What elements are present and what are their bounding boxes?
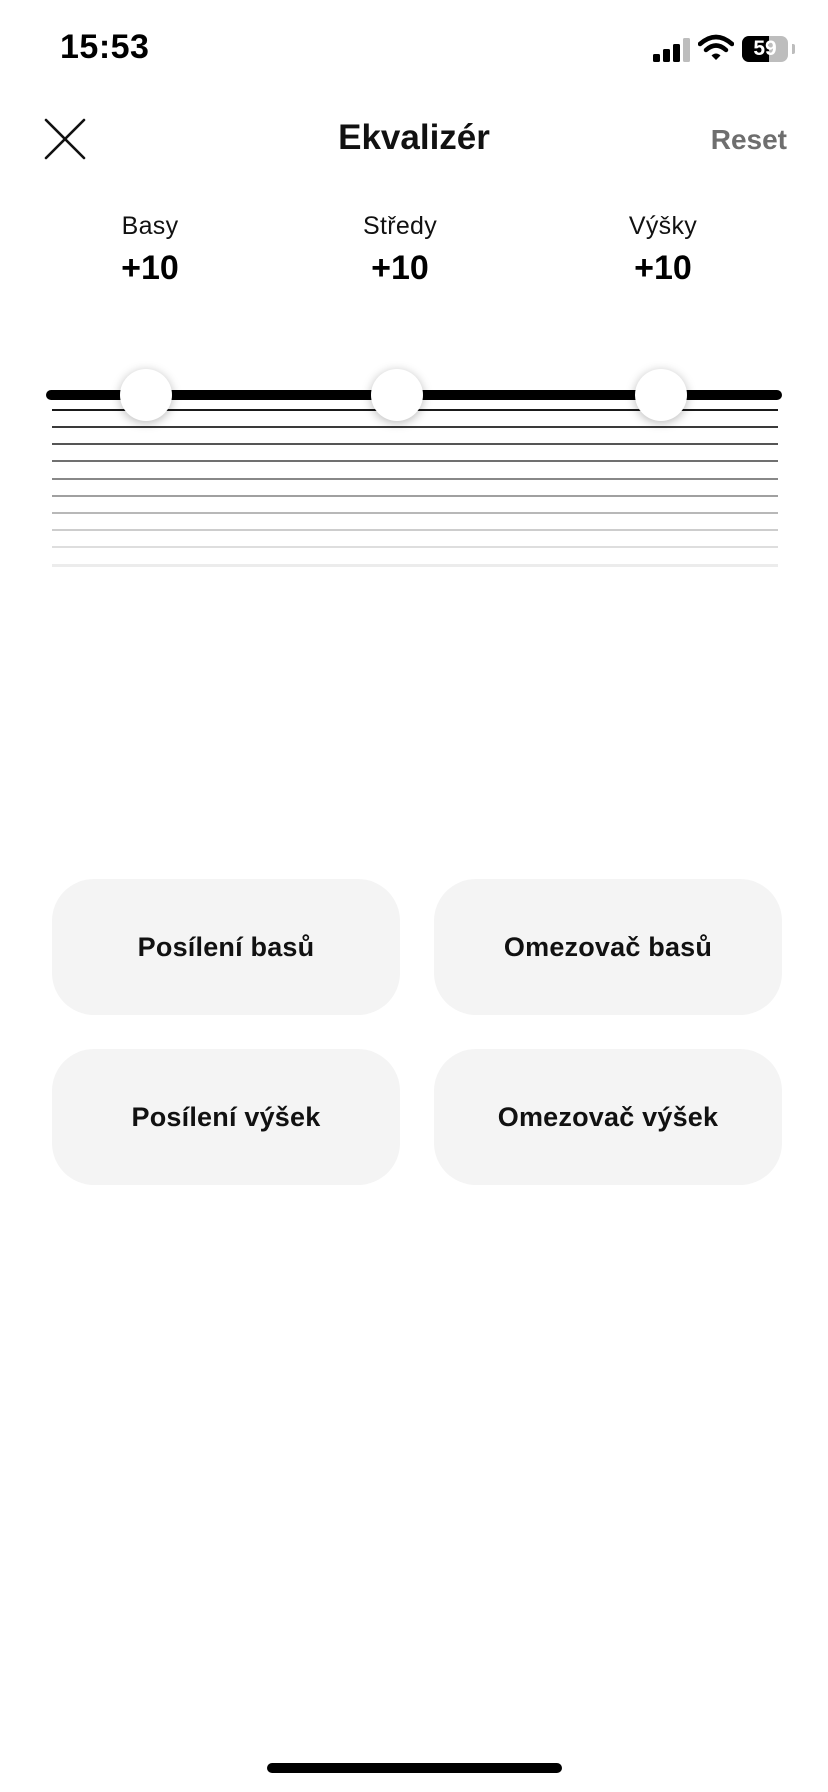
eq-level-line [52,443,778,445]
cellular-signal-icon [652,38,692,62]
status-bar [0,0,828,100]
band-bass-label: Basy [121,212,179,240]
treble-slider-thumb[interactable] [635,369,687,421]
status-time: 15:53 [60,28,150,66]
eq-level-line [52,426,778,428]
eq-level-line [52,546,778,548]
home-indicator [267,1763,562,1773]
wifi-icon [698,34,734,62]
bass-slider-thumb[interactable] [120,369,172,421]
eq-level-line [52,460,778,462]
band-bass-value: +10 [121,249,179,287]
eq-level-line [52,564,778,567]
treble-boost-button[interactable]: Posílení výšek [52,1049,400,1185]
mid-slider-thumb[interactable] [371,369,423,421]
reset-button[interactable]: Reset [710,124,787,155]
band-mid-value: +10 [371,249,429,287]
band-treble-label: Výšky [628,212,698,240]
battery-level-text: 59 [753,37,777,60]
eq-level-line [52,495,778,497]
band-treble [563,212,763,288]
eq-level-line [52,529,778,531]
band-bass [50,212,250,288]
equalizer-slider [46,360,782,580]
eq-level-line [52,512,778,514]
band-mid-label: Středy [362,212,438,240]
band-mid [300,212,500,288]
battery-cap [792,44,795,54]
bass-boost-button[interactable]: Posílení basů [52,879,400,1015]
page-title: Ekvalizér [338,118,490,157]
band-treble-value: +10 [634,249,692,287]
eq-level-line [52,478,778,480]
bass-reducer-button[interactable]: Omezovač basů [434,879,782,1015]
treble-reducer-button[interactable]: Omezovač výšek [434,1049,782,1185]
battery-indicator [742,36,790,62]
